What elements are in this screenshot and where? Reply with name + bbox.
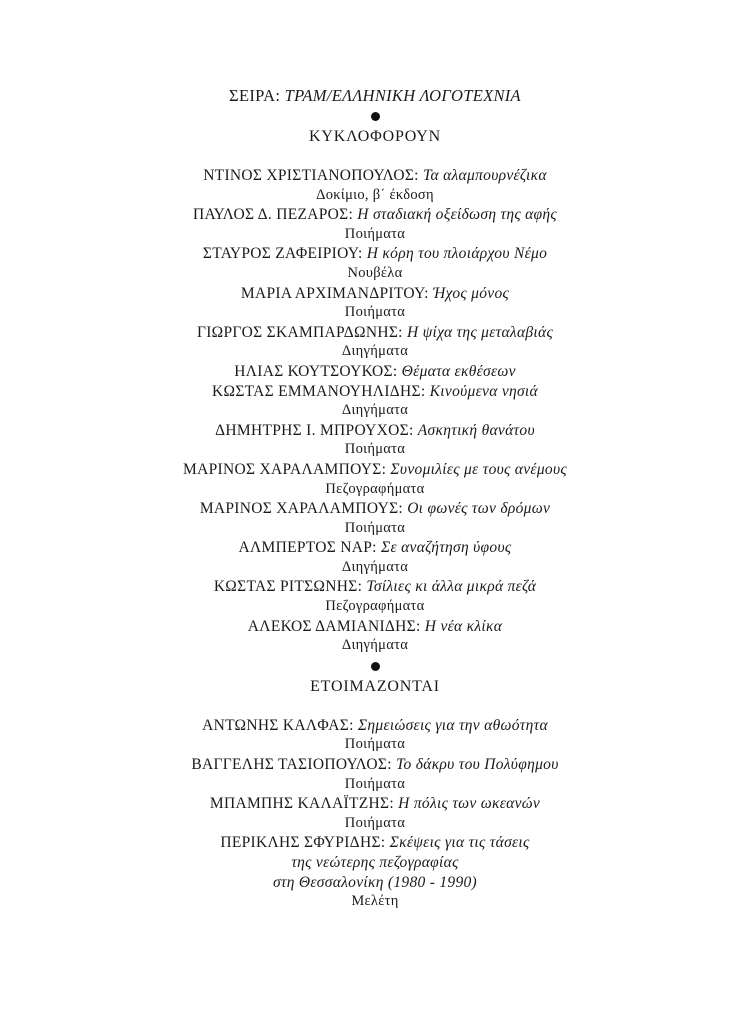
catalogue-entry bbox=[0, 205, 750, 225]
catalogue-entry bbox=[0, 362, 750, 382]
entry-title: Κινούμενα νησιά bbox=[429, 382, 538, 400]
entry-title: Τα αλαμπουρνέζικα bbox=[422, 167, 547, 184]
entry-title: Τσίλιες κι άλλα μικρά πεζά bbox=[366, 578, 537, 596]
entry-title-continued: της νεώτερης πεζογραφίας bbox=[291, 854, 459, 871]
entry-genre: Ποιήματα bbox=[344, 441, 406, 458]
catalogue-entry bbox=[0, 323, 750, 343]
catalogue-entry bbox=[0, 716, 750, 736]
entry-author: ΓΙΩΡΓΟΣ ΣΚΑΜΠΑΡΔΩΝΗΣ: bbox=[196, 323, 403, 341]
entry-title: Οι φωνές των δρόμων bbox=[407, 500, 551, 518]
forthcoming-heading: ΕΤΟΙΜΑΖΟΝΤΑΙ bbox=[310, 677, 440, 695]
bullet-icon bbox=[371, 662, 380, 671]
entry-genre: Πεζογραφήματα bbox=[325, 598, 425, 615]
catalogue-entry bbox=[0, 538, 750, 558]
entry-author: ΜΑΡΙΝΟΣ ΧΑΡΑΛΑΜΠΟΥΣ: bbox=[199, 500, 403, 518]
catalogue-entry bbox=[0, 499, 750, 519]
catalogue-entry bbox=[0, 421, 750, 441]
published-list bbox=[0, 166, 750, 656]
bullet-icon bbox=[371, 112, 380, 121]
entry-author: ΜΑΡΙΑ ΑΡΧΙΜΑΝΔΡΙΤΟΥ: bbox=[240, 284, 429, 302]
entry-author: ΑΛΜΠΕΡΤΟΣ ΝΑΡ: bbox=[238, 539, 377, 557]
catalogue-entry bbox=[0, 244, 750, 264]
entry-title-continued: στη Θεσσαλονίκη (1980 - 1990) bbox=[272, 873, 478, 891]
catalogue-entry bbox=[0, 833, 750, 853]
entry-author: ΠΑΥΛΟΣ Δ. ΠΕΖΑΡΟΣ: bbox=[193, 206, 354, 224]
catalogue-entry bbox=[0, 617, 750, 637]
entry-author: ΑΝΤΩΝΗΣ ΚΑΛΦΑΣ: bbox=[202, 716, 354, 734]
entry-genre: Ποιήματα bbox=[344, 304, 406, 321]
entry-title: Η ψίχα της μεταλαβιάς bbox=[406, 323, 554, 341]
entry-author: ΔΗΜΗΤΡΗΣ Ι. ΜΠΡΟΥΧΟΣ: bbox=[215, 421, 414, 439]
catalogue-entry bbox=[0, 577, 750, 597]
catalogue-entry bbox=[0, 284, 750, 304]
entry-author: ΗΛΙΑΣ ΚΟΥΤΣΟΥΚΟΣ: bbox=[234, 362, 398, 380]
series-name: ΤΡΑΜ/ΕΛΛΗΝΙΚΗ ΛΟΓΟΤΕΧΝΙΑ bbox=[284, 86, 521, 105]
entry-genre: Πεζογραφήματα bbox=[325, 480, 425, 497]
entry-title: Η νέα κλίκα bbox=[424, 617, 503, 635]
entry-genre: Δοκίμιο, β΄ έκδοση bbox=[316, 186, 434, 203]
series-line bbox=[0, 86, 750, 106]
forthcoming-list bbox=[0, 716, 750, 912]
entry-author: ΝΤΙΝΟΣ ΧΡΙΣΤΙΑΝΟΠΟΥΛΟΣ: bbox=[203, 167, 419, 184]
entry-author: ΜΠΑΜΠΗΣ ΚΑΛΑΪΤΖΗΣ: bbox=[209, 795, 394, 813]
entry-genre: Ποιήματα bbox=[344, 775, 406, 792]
entry-title: Η κόρη του πλοιάρχου Νέμο bbox=[366, 245, 548, 263]
entry-author: ΚΩΣΤΑΣ ΕΜΜΑΝΟΥΗΛΙΔΗΣ: bbox=[212, 382, 426, 400]
entry-title: Η σταδιακή οξείδωση της αφής bbox=[357, 206, 557, 224]
entry-title: Σε αναζήτηση ύφους bbox=[380, 539, 512, 557]
entry-genre: Διηγήματα bbox=[341, 343, 409, 360]
entry-title: Το δάκρυ του Πολύφημου bbox=[396, 756, 559, 774]
series-header bbox=[0, 86, 750, 912]
published-heading: ΚΥΚΛΟΦΟΡΟΥΝ bbox=[309, 128, 441, 145]
entry-genre: Μελέτη bbox=[351, 893, 399, 910]
entry-author: ΜΑΡΙΝΟΣ ΧΑΡΑΛΑΜΠΟΥΣ: bbox=[183, 460, 387, 478]
catalogue-entry bbox=[0, 755, 750, 775]
entry-title: Σημειώσεις για την αθωότητα bbox=[357, 716, 548, 734]
entry-author: ΑΛΕΚΟΣ ΔΑΜΙΑΝΙΔΗΣ: bbox=[247, 617, 421, 635]
entry-title: Ήχος μόνος bbox=[432, 284, 510, 302]
entry-genre: Νουβέλα bbox=[347, 264, 403, 281]
catalogue-entry bbox=[0, 166, 750, 186]
entry-author: ΒΑΓΓΕΛΗΣ ΤΑΣΙΟΠΟΥΛΟΣ: bbox=[191, 756, 392, 774]
entry-genre: Ποιήματα bbox=[344, 225, 406, 242]
entry-author: ΣΤΑΥΡΟΣ ΖΑΦΕΙΡΙΟΥ: bbox=[202, 245, 363, 263]
entry-title: Ασκητική θανάτου bbox=[417, 421, 535, 439]
entry-genre: Ποιήματα bbox=[344, 519, 406, 536]
entry-author: ΚΩΣΤΑΣ ΡΙΤΣΩΝΗΣ: bbox=[213, 578, 363, 596]
entry-author: ΠΕΡΙΚΛΗΣ ΣΦΥΡΙΔΗΣ: bbox=[220, 834, 386, 852]
entry-title: Θέματα εκθέσεων bbox=[401, 362, 516, 380]
entry-title: Σκέψεις για τις τάσεις bbox=[389, 834, 530, 852]
catalogue-entry bbox=[0, 382, 750, 402]
entry-title: Συνομιλίες με τους ανέμους bbox=[390, 460, 567, 478]
entry-genre: Διηγήματα bbox=[341, 637, 409, 654]
series-label: ΣΕΙΡΑ: bbox=[229, 86, 281, 105]
entry-title: Η πόλις των ωκεανών bbox=[398, 795, 541, 813]
entry-genre: Ποιήματα bbox=[344, 736, 406, 753]
catalogue-entry bbox=[0, 794, 750, 814]
catalogue-entry bbox=[0, 460, 750, 480]
entry-genre: Διηγήματα bbox=[341, 402, 409, 419]
entry-genre: Διηγήματα bbox=[341, 558, 409, 575]
entry-genre: Ποιήματα bbox=[344, 814, 406, 831]
